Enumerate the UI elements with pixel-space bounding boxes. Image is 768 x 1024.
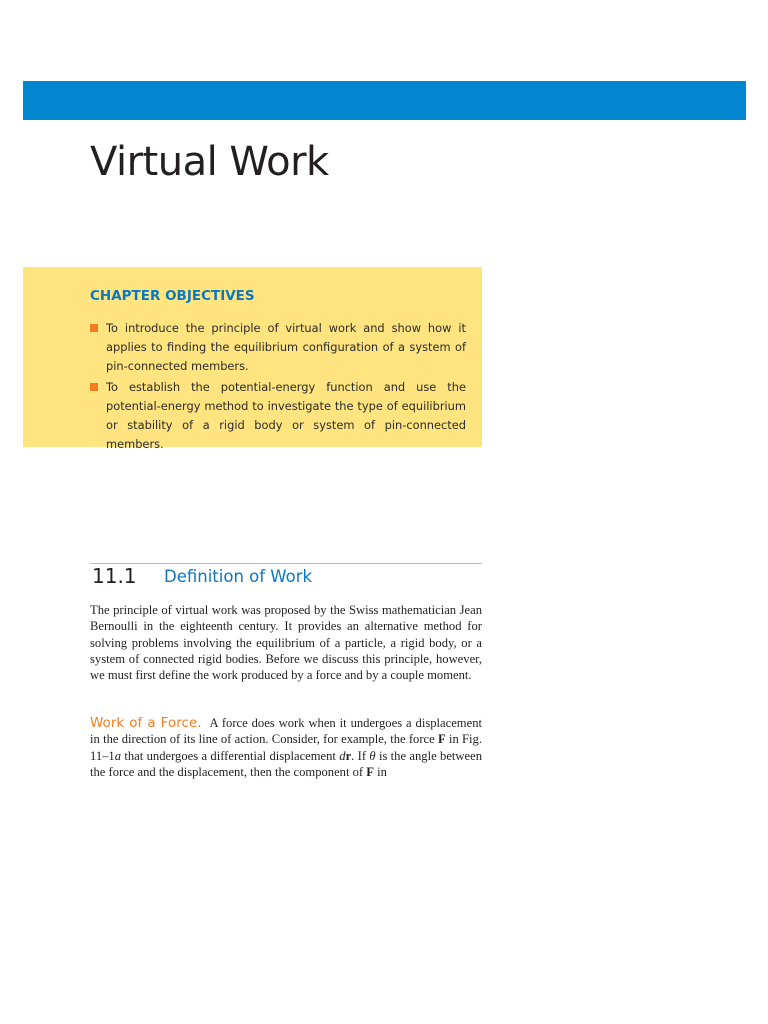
paragraph-text: is the angle between the force and the displacement, then the component of bbox=[90, 748, 482, 779]
paragraph-text: A force does work when it undergoes a displacement in the direction of its line of action. Consider, for example, the force bbox=[90, 716, 482, 747]
vector-symbol-F: F bbox=[438, 732, 446, 747]
objective-text: To introduce the principle of virtual work and show how it applies to finding the equilibrium configuration of a system of pin-connected members. bbox=[106, 321, 466, 373]
objective-item bbox=[90, 378, 466, 454]
run-in-heading: Work of a Force. bbox=[90, 715, 202, 731]
square-bullet-icon bbox=[90, 383, 98, 391]
chapter-objectives-box bbox=[23, 267, 482, 451]
section-number: 11.1 bbox=[92, 564, 137, 588]
chapter-header-band bbox=[23, 81, 746, 120]
objectives-heading: CHAPTER OBJECTIVES bbox=[90, 288, 255, 304]
chapter-title: Virtual Work bbox=[90, 139, 329, 185]
objective-item bbox=[90, 319, 466, 376]
body-paragraph: The principle of virtual work was proposed by the Swiss mathematician Jean Bernoulli in the eighteenth century. It provides an alternative method for solving problems involving the equilibrium of a particle, a rigid body, or a system of connected rigid bodies. Before we discuss this principle, however, we must first define the work produced by a force and by a couple moment. bbox=[90, 603, 482, 683]
vector-symbol-r: r bbox=[345, 748, 352, 763]
section-title: Definition of Work bbox=[164, 567, 313, 586]
angle-symbol-theta: θ bbox=[369, 748, 376, 763]
paragraph-text: in bbox=[373, 764, 387, 779]
paragraph-text: in Fig. 11–1 bbox=[90, 732, 482, 763]
objectives-list bbox=[90, 319, 466, 456]
paragraph-text: . If bbox=[351, 748, 370, 763]
objective-text: To establish the potential-energy function and use the potential-energy method to investigate the type of equilibrium or stability of a rigid body or system of pin-connected members. bbox=[106, 380, 466, 451]
differential-symbol-d: d bbox=[339, 748, 346, 763]
section-divider bbox=[90, 563, 482, 564]
vector-symbol-F: F bbox=[366, 764, 374, 779]
figure-suffix: a bbox=[114, 748, 122, 763]
body-paragraph-work-of-force bbox=[90, 715, 482, 780]
square-bullet-icon bbox=[90, 324, 98, 332]
paragraph-text: that undergoes a differential displacement bbox=[121, 748, 340, 763]
